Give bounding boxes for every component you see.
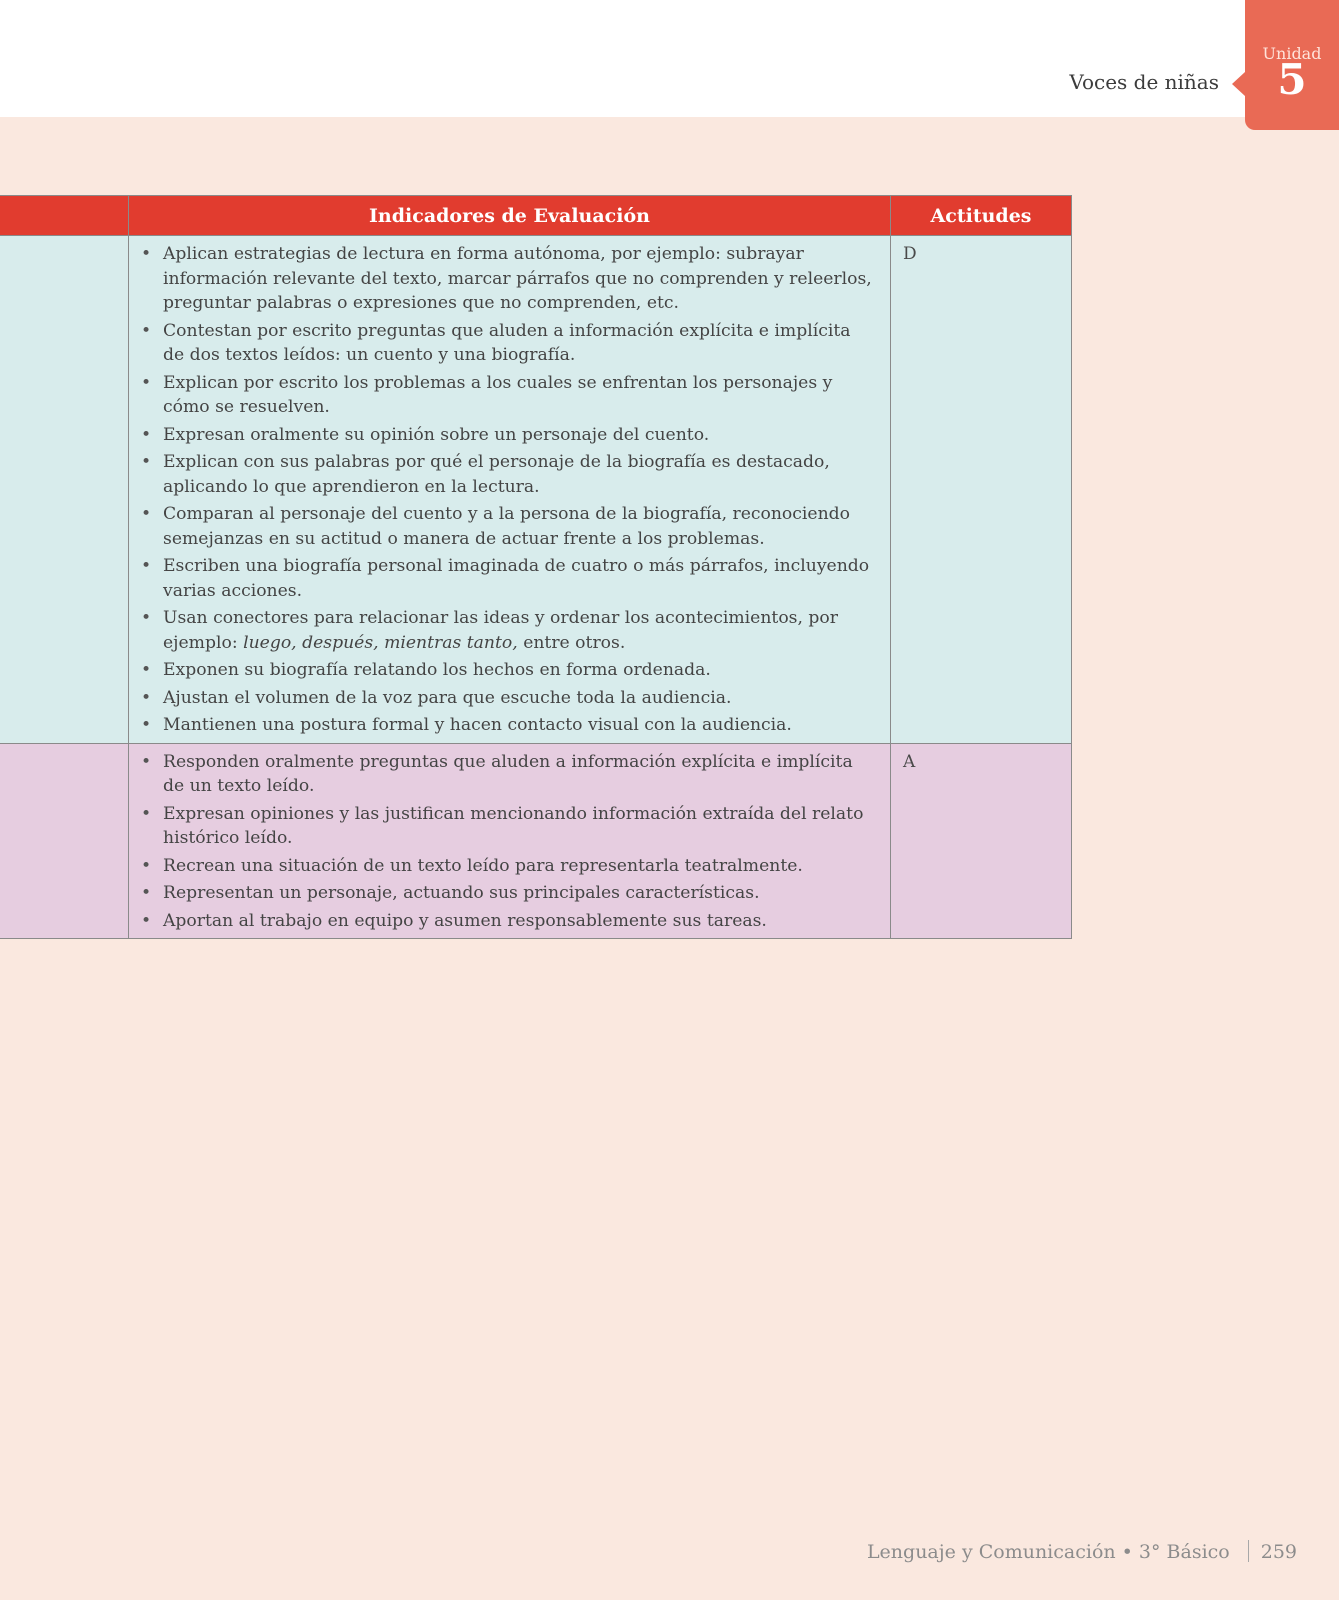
header-indicators: Indicadores de Evaluación bbox=[129, 196, 891, 236]
unit-number: 5 bbox=[1277, 55, 1307, 104]
indicator-list bbox=[139, 750, 876, 934]
chapter-title: Voces de niñas bbox=[1069, 70, 1219, 94]
indicator-item: • Ajustan el volumen de la voz para que escuche toda la audiencia. bbox=[139, 686, 876, 711]
page-number: 259 bbox=[1260, 1541, 1297, 1563]
indicator-item: • Explican con sus palabras por qué el personaje de la biografía es destacado, aplicando lo que aprendieron en la lectura. bbox=[139, 450, 876, 499]
connector-examples: luego, después, mientras tanto, bbox=[243, 632, 518, 653]
evaluation-table bbox=[0, 195, 1072, 939]
unit-tab bbox=[1245, 0, 1339, 130]
attitude-cell: D bbox=[891, 236, 1072, 744]
indicator-item: • Contestan por escrito preguntas que aluden a información explícita e implícita de dos textos leídos: un cuento y una biografía. bbox=[139, 319, 876, 368]
indicator-item: • Exponen su biografía relatando los hechos en forma ordenada. bbox=[139, 658, 876, 683]
footer-divider bbox=[1248, 1540, 1249, 1562]
row-label-cell bbox=[0, 743, 129, 939]
indicator-item: • Explican por escrito los problemas a los cuales se enfrentan los personajes y cómo se resuelven. bbox=[139, 371, 876, 420]
indicator-item: • Escriben una biografía personal imaginada de cuatro o más párrafos, incluyendo varias acciones. bbox=[139, 554, 876, 603]
row-label-cell bbox=[0, 236, 129, 744]
table-row bbox=[0, 743, 1072, 939]
connector-tail: entre otros. bbox=[523, 632, 626, 653]
indicators-cell bbox=[129, 743, 891, 939]
table-row bbox=[0, 236, 1072, 744]
indicator-item: • Mantienen una postura formal y hacen contacto visual con la audiencia. bbox=[139, 713, 876, 738]
indicator-item: • Recrean una situación de un texto leído para representarla teatralmente. bbox=[139, 854, 876, 879]
indicator-item: • Comparan al personaje del cuento y a la persona de la biografía, reconociendo semejanzas en su actitud o manera de actuar frente a los problemas. bbox=[139, 502, 876, 551]
unit-label: Unidad bbox=[1262, 44, 1322, 63]
footer-subject: Lenguaje y Comunicación • 3° Básico bbox=[866, 1541, 1230, 1563]
indicator-text: Usan conectores para relacionar las ideas y ordenar los acontecimientos, por ejemplo: bbox=[163, 608, 838, 653]
indicator-list bbox=[139, 242, 876, 738]
indicator-item: • Expresan opiniones y las justifican mencionando información extraída del relato histórico leído. bbox=[139, 802, 876, 851]
indicator-item: • Representan un personaje, actuando sus principales características. bbox=[139, 881, 876, 906]
indicators-cell bbox=[129, 236, 891, 744]
indicator-item: • Aportan al trabajo en equipo y asumen responsablemente sus tareas. bbox=[139, 909, 876, 934]
header-attitudes: Actitudes bbox=[891, 196, 1072, 236]
header-blank-cell bbox=[0, 196, 129, 236]
table-header-row bbox=[0, 196, 1072, 236]
attitude-cell: A bbox=[891, 743, 1072, 939]
indicator-item: • Aplican estrategias de lectura en forma autónoma, por ejemplo: subrayar información relevante del texto, marcar párrafos que no comprenden y releerlos, preguntar palabras o expresiones que no comprenden, etc. bbox=[139, 242, 876, 316]
indicator-item bbox=[139, 606, 876, 655]
indicator-item: • Expresan oralmente su opinión sobre un personaje del cuento. bbox=[139, 423, 876, 448]
indicator-item: • Responden oralmente preguntas que aluden a información explícita e implícita de un texto leído. bbox=[139, 750, 876, 799]
page-header-band bbox=[0, 0, 1339, 117]
page-footer bbox=[867, 1540, 1297, 1563]
